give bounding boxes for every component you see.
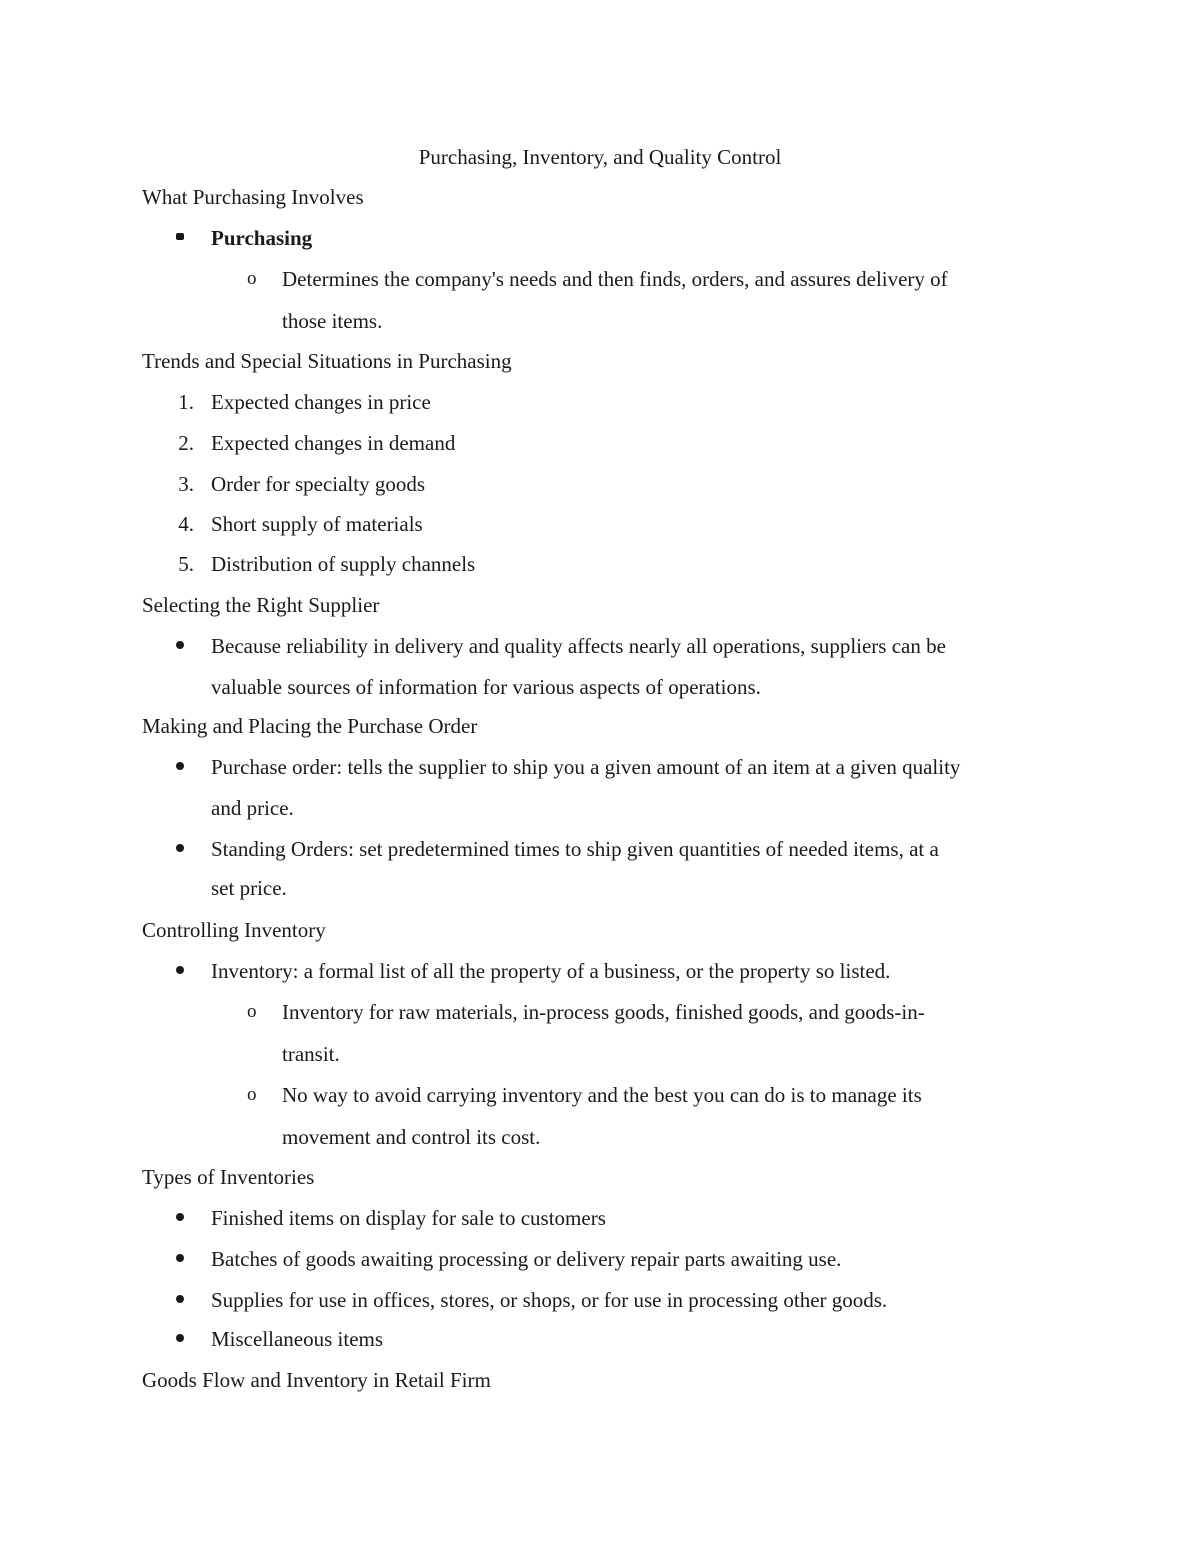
list-item-continuation: those items.	[282, 309, 383, 333]
sub-bullet-icon: o	[247, 268, 257, 289]
list-item: Short supply of materials	[211, 512, 423, 536]
bullet-icon	[176, 1213, 184, 1221]
list-item-continuation: valuable sources of information for various aspects of operations.	[211, 675, 761, 699]
sub-bullet-icon: o	[247, 1001, 257, 1022]
list-item: Inventory: a formal list of all the property of a business, or the property so listed.	[211, 959, 891, 983]
list-number: 2.	[178, 431, 194, 455]
list-item: Standing Orders: set predetermined times to ship given quantities of needed items, at a	[211, 837, 939, 861]
section-heading-goods-flow: Goods Flow and Inventory in Retail Firm	[142, 1368, 491, 1392]
list-item-continuation: movement and control its cost.	[282, 1125, 541, 1149]
list-item: No way to avoid carrying inventory and the best you can do is to manage its	[282, 1083, 922, 1107]
list-item: Batches of goods awaiting processing or delivery repair parts awaiting use.	[211, 1247, 842, 1271]
section-heading-trends: Trends and Special Situations in Purchasing	[142, 349, 512, 373]
page-title: Purchasing, Inventory, and Quality Control	[418, 145, 782, 169]
section-heading-controlling-inventory: Controlling Inventory	[142, 918, 326, 942]
list-item: Order for specialty goods	[211, 472, 426, 496]
list-number: 4.	[178, 512, 194, 536]
list-number: 1.	[178, 390, 194, 414]
section-heading-selecting-supplier: Selecting the Right Supplier	[142, 593, 380, 617]
list-item-continuation: transit.	[282, 1042, 340, 1066]
bullet-icon	[176, 966, 184, 974]
bullet-icon	[176, 762, 184, 770]
list-item: Miscellaneous items	[211, 1327, 384, 1351]
bullet-icon	[176, 233, 184, 240]
list-item: Finished items on display for sale to customers	[211, 1206, 606, 1230]
section-heading-purchase-order: Making and Placing the Purchase Order	[142, 714, 478, 738]
list-item: Determines the company's needs and then finds, orders, and assures delivery of	[282, 267, 948, 291]
list-item: Expected changes in price	[211, 390, 431, 414]
bullet-icon	[176, 641, 184, 649]
list-number: 5.	[178, 552, 194, 576]
list-item: Purchase order: tells the supplier to ship you a given amount of an item at a given quality	[211, 755, 961, 779]
list-number: 3.	[178, 472, 194, 496]
list-item: Supplies for use in offices, stores, or shops, or for use in processing other goods.	[211, 1288, 888, 1312]
list-item: Distribution of supply channels	[211, 552, 476, 576]
section-heading-types-of-inventories: Types of Inventories	[142, 1165, 315, 1189]
list-item-continuation: and price.	[211, 796, 294, 820]
bullet-icon	[176, 1254, 184, 1262]
bullet-icon	[176, 844, 184, 852]
list-item: Purchasing	[211, 226, 313, 250]
list-item: Expected changes in demand	[211, 431, 456, 455]
bullet-icon	[176, 1295, 184, 1303]
sub-bullet-icon: o	[247, 1084, 257, 1105]
list-item-continuation: set price.	[211, 876, 287, 900]
list-item: Because reliability in delivery and quality affects nearly all operations, suppliers can be	[211, 634, 946, 658]
list-item: Inventory for raw materials, in-process goods, finished goods, and goods-in-	[282, 1000, 925, 1024]
bullet-icon	[176, 1334, 184, 1342]
section-heading-what-purchasing-involves: What Purchasing Involves	[142, 185, 364, 209]
